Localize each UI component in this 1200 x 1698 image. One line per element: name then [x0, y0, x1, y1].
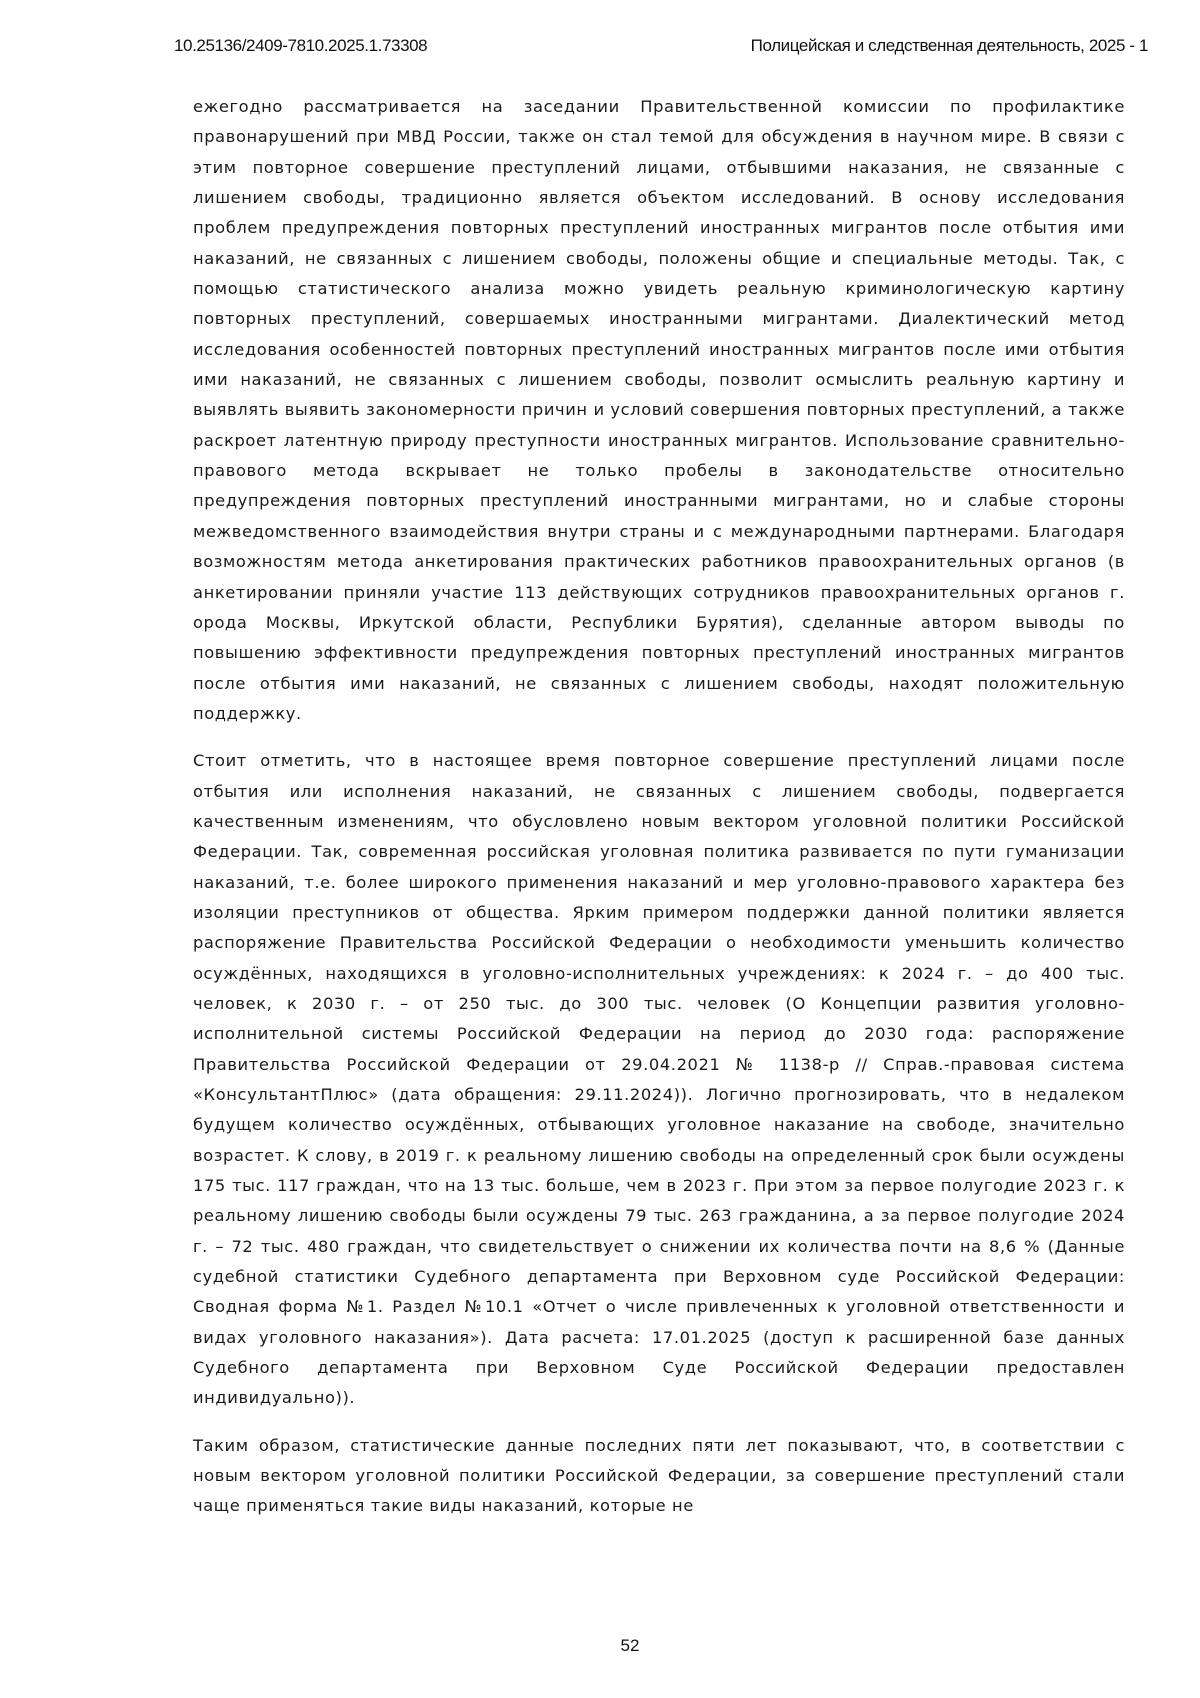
journal-title: Полицейская и следственная деятельность, 2025 - 1	[750, 36, 1148, 55]
body-paragraph: Стоит отметить, что в настоящее время повторное совершение преступлений лицами после отбытия или исполнения наказаний, не связанных с лишением свободы, подвергается качественным изменениям, что обусловлено новым вектором уголовной политики Российской Федерации. Так, современная российская уголовная политика развивается по пути гуманизации наказаний, т.е. более широкого применения наказаний и мер уголовно-правового характера без изоляции преступников от общества. Ярким примером поддержки данной политики является распоряжение Правительства Российской Федерации о необходимости уменьшить количество осуждённых, находящихся в уголовно-исполнительных учреждениях: к 2024 г. – до 400 тыс. человек, к 2030 г. – от 250 тыс. до 300 тыс. человек (О Концепции развития уголовно-исполнительной системы Российской Федерации на период до 2030 года: распоряжение Правительства Российской Федерации от 29.04.2021 № 1138-р // Справ.-правовая система «КонсультантПлюс» (дата обращения: 29.11.2024)). Логично прогнозировать, что в недалеком будущем количество осуждённых, отбывающих уголовное наказание на свободе, значительно возрастет. К слову, в 2019 г. к реальному лишению свободы на определенный срок были осуждены 175 тыс. 117 граждан, что на 13 тыс. больше, чем в 2023 г. При этом за первое полугодие 2023 г. к реальному лишению свободы были осуждены 79 тыс. 263 гражданина, а за первое полугодие 2024 г. – 72 тыс. 480 граждан, что свидетельствует о снижении их количества почти на 8,6 % (Данные судебной статистики Судебного департамента при Верховном суде Российской Федерации: Сводная форма №1. Раздел №10.1 «Отчет о числе привлеченных к уголовной ответственности и видах уголовного наказания»). Дата расчета: 17.01.2025 (доступ к расширенной базе данных Судебного департамента при Верховном Суде Российской Федерации предоставлен индивидуально)).	[193, 751, 1125, 1408]
article-body	[193, 92, 1125, 1522]
doi-label: 10.25136/2409-7810.2025.1.73308	[174, 36, 428, 55]
page-number: 52	[620, 1636, 640, 1655]
running-header	[174, 36, 1148, 60]
body-paragraph: ежегодно рассматривается на заседании Правительственной комиссии по профилактике правонарушений при МВД России, также он стал темой для обсуждения в научном мире. В связи с этим повторное совершение преступлений лицами, отбывшими наказания, не связанные с лишением свободы, традиционно является объектом исследований. В основу исследования проблем предупреждения повторных преступлений иностранных мигрантов после отбытия ими наказаний, не связанных с лишением свободы, положены общие и специальные методы. Так, с помощью статистического анализа можно увидеть реальную криминологическую картину повторных преступлений, совершаемых иностранными мигрантами. Диалектический метод исследования особенностей повторных преступлений иностранных мигрантов после ими отбытия ими наказаний, не связанных с лишением свободы, позволит осмыслить реальную картину и выявлять выявить закономерности причин и условий совершения повторных преступлений, а также раскроет латентную природу преступности иностранных мигрантов. Использование сравнительно-правового метода вскрывает не только пробелы в законодательстве относительно предупреждения повторных преступлений иностранными мигрантами, но и слабые стороны межведомственного взаимодействия внутри страны и с международными партнерами. Благодаря возможностям метода анкетирования практических работников правоохранительных органов (в анкетировании приняли участие 113 действующих сотрудников правоохранительных органов г. орода Москвы, Иркутской области, Республики Бурятия), сделанные автором выводы по повышению эффективности предупреждения повторных преступлений иностранных мигрантов после отбытия ими наказаний, не связанных с лишением свободы, находят положительную поддержку.	[193, 97, 1125, 723]
body-paragraph: Таким образом, статистические данные последних пяти лет показывают, что, в соответствии с новым вектором уголовной политики Российской Федерации, за совершение преступлений стали чаще применяться такие виды наказаний, которые не	[193, 1435, 1125, 1516]
